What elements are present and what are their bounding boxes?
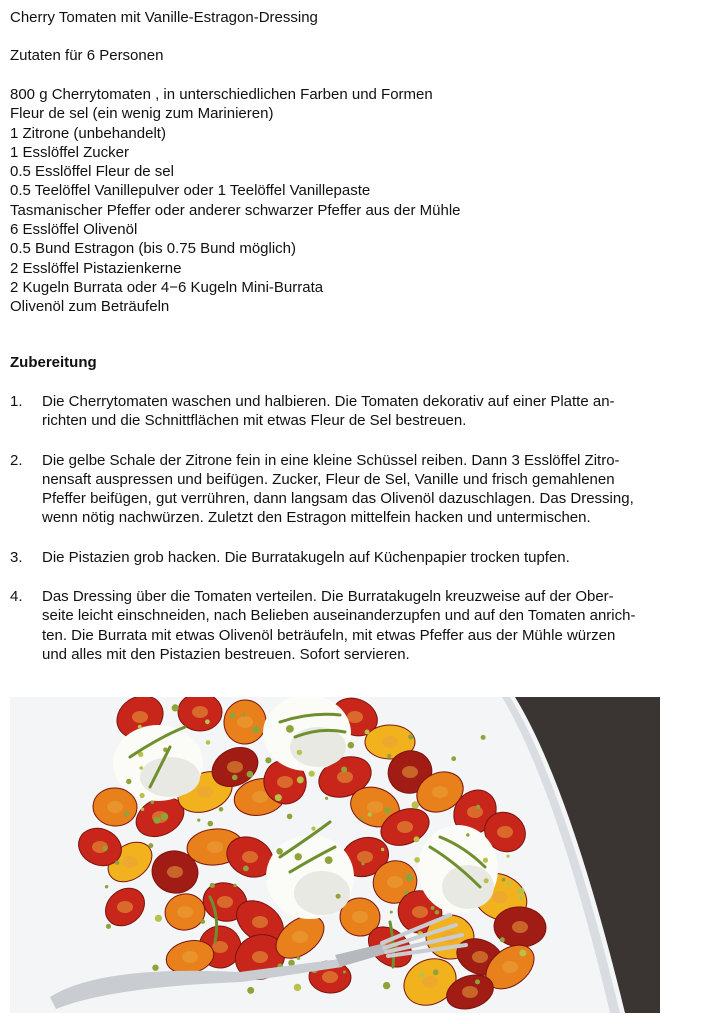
pistachio-crumb: [153, 817, 160, 824]
step-text-line: Die Pistazien grob hacken. Die Burratakugeln auf Küchenpapier trocken tupfen.: [42, 548, 570, 566]
tomato-seed-core: [382, 736, 398, 748]
pistachio-crumb: [360, 817, 363, 820]
pistachio-crumb: [275, 794, 282, 801]
pistachio-crumb: [502, 878, 506, 882]
pistachio-crumb: [210, 883, 215, 888]
pistachio-crumb: [517, 888, 524, 895]
tomato-seed-core: [492, 891, 508, 903]
step-text-line: wenn nötig nachwürzen. Zuletzt den Estragon mittelfein hacken und untermischen.: [42, 509, 591, 527]
ingredient-item: 2 Esslöffel Pistazienkerne: [10, 259, 182, 277]
tomato-seed-core: [182, 951, 198, 963]
pistachio-crumb: [519, 896, 523, 900]
step-item: [10, 587, 704, 664]
tomato-seed-core: [462, 986, 478, 998]
pistachio-crumb: [205, 719, 210, 724]
ingredient-item: 6 Esslöffel Olivenöl: [10, 221, 138, 239]
pistachio-crumb: [368, 812, 372, 816]
pistachio-crumb: [404, 890, 408, 894]
pistachio-crumb: [230, 713, 236, 719]
pistachio-crumb: [412, 801, 420, 809]
recipe-title: Cherry Tomaten mit Vanille-Estragon-Dressing: [10, 9, 318, 26]
preparation-steps: [10, 392, 704, 684]
tomato-seed-core: [497, 826, 513, 838]
pistachio-crumb: [287, 814, 293, 820]
pistachio-crumb: [343, 971, 346, 974]
tomato-seed-core: [167, 866, 183, 878]
pistachio-crumb: [247, 771, 254, 778]
step-number: 1.: [10, 393, 23, 410]
step-text-line: Pfeffer beifügen, gut verrühren, dann langsam das Olivenöl dazuschlagen. Das Dressing,: [42, 490, 634, 508]
tomato-seed-core: [397, 821, 413, 833]
tomato-seed-core: [252, 916, 268, 928]
pistachio-crumb: [115, 861, 119, 865]
pistachio-crumb: [297, 956, 301, 960]
pistachio-crumb: [141, 808, 144, 811]
tomato-seed-core: [237, 716, 253, 728]
pistachio-crumb: [294, 984, 301, 991]
pistachio-crumb: [206, 740, 211, 745]
pistachio-crumb: [435, 910, 439, 914]
tomato-seed-core: [122, 856, 138, 868]
step-item: [10, 392, 704, 431]
step-number: 2.: [10, 451, 23, 469]
tomato-seed-core: [402, 766, 418, 778]
tomato-seed-core: [277, 776, 293, 788]
pistachio-crumb: [484, 878, 489, 883]
pistachio-crumb: [139, 766, 143, 770]
pistachio-crumb: [381, 848, 384, 851]
tomato-seed-core: [177, 906, 193, 918]
preparation-heading: Zubereitung: [10, 354, 97, 371]
tomato-seed-core: [412, 906, 428, 918]
ingredient-item: 0.5 Teelöffel Vanillepulver oder 1 Teelöffel Vanillepaste: [10, 182, 371, 200]
pistachio-crumb: [105, 885, 108, 888]
pistachio-crumb: [286, 725, 294, 733]
tomato-seed-core: [322, 971, 338, 983]
tomato-seed-core: [192, 706, 208, 718]
pistachio-crumb: [140, 793, 145, 798]
pistachio-crumb: [172, 704, 179, 711]
pistachio-crumb: [414, 857, 420, 863]
pistachio-crumb: [476, 805, 480, 809]
burrata-shading: [140, 757, 200, 797]
tomato-seed-core: [357, 851, 373, 863]
pistachio-crumb: [155, 915, 162, 922]
tomato-seed-core: [422, 976, 438, 988]
pistachio-crumb: [309, 771, 315, 777]
tomato-seed-core: [217, 896, 233, 908]
tomato-seed-core: [252, 951, 268, 963]
pistachio-crumb: [387, 754, 391, 758]
pistachio-crumb: [475, 979, 480, 984]
pistachio-crumb: [161, 813, 169, 821]
pistachio-crumb: [419, 973, 424, 978]
pistachio-crumb: [341, 767, 347, 773]
pistachio-crumb: [466, 833, 469, 836]
tomato-seed-core: [227, 761, 243, 773]
recipe-photo: [10, 697, 660, 1013]
pistachio-crumb: [414, 836, 420, 842]
ingredient-item: 1 Zitrone (unbehandelt): [10, 124, 166, 142]
pistachio-crumb: [232, 775, 238, 781]
tomato-seed-core: [502, 961, 518, 973]
ingredient-item: 1 Esslöffel Zucker: [10, 143, 129, 161]
tomato-seed-core: [347, 711, 363, 723]
pistachio-crumb: [384, 807, 391, 814]
burrata-shading: [442, 865, 494, 909]
tomato-salad-illustration: [10, 697, 660, 1013]
step-item: [10, 548, 704, 567]
tomato-seed-core: [107, 801, 123, 813]
burrata-shading: [294, 871, 350, 915]
step-item: [10, 451, 704, 528]
pistachio-crumb: [297, 776, 304, 783]
pistachio-crumb: [265, 757, 271, 763]
pistachio-crumb: [126, 779, 131, 784]
pistachio-crumb: [431, 906, 435, 910]
step-text-line: Die Cherrytomaten waschen und halbieren. Die Tomaten dekorativ auf einer Platte an-: [42, 393, 615, 410]
tomato-seed-core: [512, 921, 528, 933]
pistachio-crumb: [197, 819, 200, 822]
pistachio-crumb: [325, 797, 328, 800]
tomato-seed-core: [292, 931, 308, 943]
pistachio-crumb: [408, 734, 413, 739]
pistachio-crumb: [507, 881, 512, 886]
ingredient-item: Tasmanischer Pfeffer oder anderer schwarzer Pfeffer aus der Mühle: [10, 201, 461, 219]
ingredient-item: 0.5 Bund Estragon (bis 0.75 Bund möglich): [10, 240, 297, 258]
tomato-seed-core: [367, 801, 383, 813]
pistachio-crumb: [219, 807, 224, 812]
ingredient-list: [10, 85, 461, 317]
pistachio-crumb: [336, 894, 341, 899]
pistachio-crumb: [365, 730, 370, 735]
pistachio-crumb: [506, 855, 509, 858]
pistachio-crumb: [243, 866, 249, 872]
pistachio-crumb: [519, 950, 526, 957]
tomato-seed-core: [132, 711, 148, 723]
tomato-seed-core: [352, 911, 368, 923]
pistachio-crumb: [390, 911, 393, 914]
pistachio-crumb: [242, 713, 245, 716]
pistachio-crumb: [151, 800, 155, 804]
pistachio-crumb: [247, 987, 254, 994]
pistachio-crumb: [311, 827, 315, 831]
pistachio-crumb: [252, 726, 259, 733]
burrata-shading: [290, 727, 346, 767]
step-text-line: seite leicht einschneiden, nach Belieben auseinanderzupfen und auf den Tomaten anrich-: [42, 607, 636, 625]
pistachio-crumb: [348, 742, 355, 749]
tomato-seed-core: [467, 806, 483, 818]
step-text-line: Die gelbe Schale der Zitrone fein in eine kleine Schüssel reiben. Dann 3 Esslöffel Zitro-: [42, 451, 620, 469]
servings-line: Zutaten für 6 Personen: [10, 47, 164, 64]
ingredient-item: Fleur de sel (ein wenig zum Marinieren): [10, 105, 274, 123]
step-text-line: richten und die Schnittflächen mit etwas Fleur de Sel bestreuen.: [42, 412, 467, 430]
ingredient-item: 2 Kugeln Burrata oder 4−6 Kugeln Mini-Burrata: [10, 278, 324, 296]
step-text-line: ten. Die Burrata mit etwas Olivenöl beträufeln, mit etwas Pfeffer aus der Mühle würzen: [42, 626, 616, 644]
tomato-seed-core: [472, 951, 488, 963]
ingredient-item: Olivenöl zum Beträufeln: [10, 298, 170, 316]
step-number: 3.: [10, 548, 23, 566]
tomato-seed-core: [207, 841, 223, 853]
pistachio-crumb: [233, 884, 236, 887]
pistachio-crumb: [106, 924, 111, 929]
tomato-seed-core: [387, 876, 403, 888]
pistachio-crumb: [148, 843, 153, 848]
step-text-line: nensaft auspressen und beifügen. Zucker, Fleur de Sel, Vanille und frisch gemahlenen: [42, 470, 615, 488]
tomato-seed-core: [432, 786, 448, 798]
pistachio-crumb: [208, 821, 214, 827]
pistachio-crumb: [201, 919, 206, 924]
tomato-seed-core: [117, 901, 133, 913]
pistachio-crumb: [383, 982, 390, 989]
pistachio-crumb: [483, 858, 488, 863]
pistachio-crumb: [297, 750, 302, 755]
pistachio-crumb: [361, 862, 364, 865]
tomato-seed-core: [197, 786, 213, 798]
pistachio-crumb: [481, 735, 486, 740]
pistachio-crumb: [500, 937, 505, 942]
pistachio-crumb: [451, 756, 456, 761]
tomato-seed-core: [337, 771, 353, 783]
pistachio-crumb: [103, 846, 108, 851]
pistachio-crumb: [433, 969, 439, 975]
pistachio-crumb: [295, 853, 302, 860]
tomato-seed-core: [252, 791, 268, 803]
ingredient-item: 0.5 Esslöffel Fleur de sel: [10, 163, 174, 181]
step-text-line: und alles mit den Pistazien bestreuen. Sofort servieren.: [42, 645, 410, 663]
pistachio-crumb: [138, 725, 142, 729]
tomato-seed-core: [242, 851, 258, 863]
pistachio-crumb: [325, 856, 333, 864]
pistachio-crumb: [405, 874, 413, 882]
pistachio-crumb: [276, 848, 283, 855]
pistachio-crumb: [152, 965, 158, 971]
pistachio-crumb: [124, 811, 129, 816]
step-text-line: Das Dressing über die Tomaten verteilen. Die Burratakugeln kreuzweise auf der Ober-: [42, 588, 614, 606]
step-number: 4.: [10, 588, 23, 606]
ingredient-item: 800 g Cherrytomaten , in unterschiedlichen Farben und Formen: [10, 86, 433, 103]
